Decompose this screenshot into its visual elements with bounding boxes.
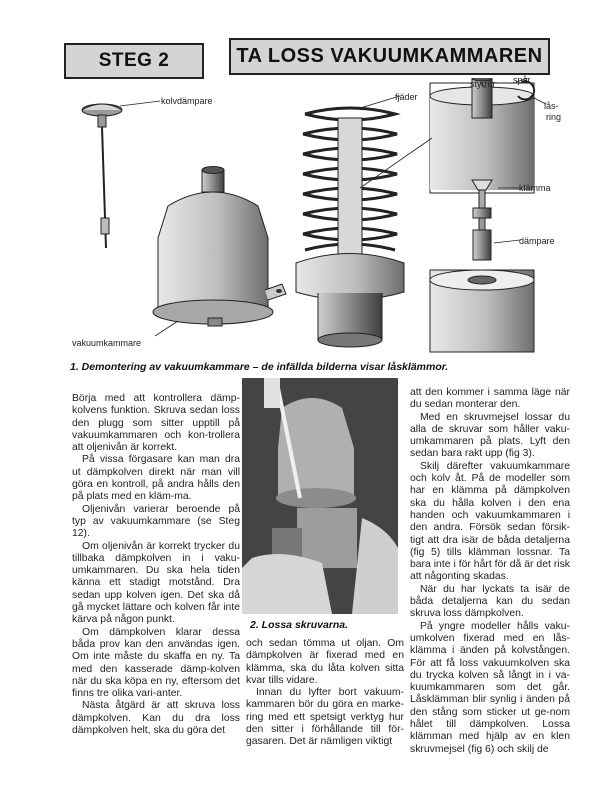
text-column-3 [410,387,570,756]
label-lasring-1: lås- [544,101,559,111]
paragraph: Innan du lyfter bort vakuum-kammaren bör du göra en marke-ring med ett spetsigt verktyg hur den sitter i förhållande till för-gasaren. Det är nämligen viktigt [246,687,404,748]
paragraph: och sedan tömma ut oljan. Om dämpkolven är fixerad med en klämma, ska du låta kolven sitta kvar tills vidare. [246,638,404,686]
label-styrror: styrrör [470,79,496,89]
section-title: TA LOSS VAKUUMKAMMAREN [229,38,550,75]
figure-1-diagram [60,78,560,360]
label-klamma: klämma [519,183,551,193]
label-kolvdampare: kolvdämpare [161,96,213,106]
text-column-2 [246,638,404,749]
paragraph: När du har lyckats ta isär de båda detaljerna kan du sedan skruva loss dämpkolven. [410,583,570,620]
paragraph: Skilj därefter vakuumkammare och kolv åt. På de modeller som har en klämma på dämpkolven ska du hålla kolven i den ena handen och vakuumkammaren i den andra. Försök sedan försik-tigt att dra isär de båda detaljerna (fig 5) tills klämman lossnar. Ta bara inte i för hårt för då är det risk att någonting skadas. [410,460,570,583]
paragraph: Oljenivån varierar beroende på typ av vakuumkammare (se Steg 12). [72,503,240,540]
inset-lower-drawing [430,270,534,352]
damper-rod-drawing [82,101,160,248]
label-lasring-2: ring [546,112,562,122]
vacuum-chamber-drawing [153,167,286,337]
paragraph: På yngre modeller hålls vaku-umkolven fixerad med en lås-klämma i änden på kolvstången. För att få loss vakuumkolven ska du trycka kolven så långt in i va-kuumkammaren som det går. Låsklämman blir synlig i änden på den stång som sticker ut ge-nom hålet till dämpkolven. Lossa klämman med hjälp av en klen skruvmejsel (fig 6) och skilj de [410,620,570,755]
figure-2-caption: 2. Lossa skruvarna. [250,619,349,631]
label-dampare: dämpare [519,236,555,246]
paragraph: Med en skruvmejsel lossar du alla de skruvar som håller vaku-umkammaren på plats. Lyft den sedan bara rakt upp (fig 3). [410,411,570,460]
paragraph: att den kommer i samma läge när du sedan monterar den. [410,387,570,411]
spring-piston-drawing [296,96,404,347]
inset-upper-drawing [430,78,546,193]
paragraph: Börja med att kontrollera dämp-kolvens funktion. Skruva sedan loss den plugg som sitter upptill på vakuumkammaren och kon-trollera att oljenivån är korrekt. [72,393,240,454]
label-spar: spår [513,75,531,85]
label-fjader: fjäder [395,92,418,102]
paragraph: Nästa åtgärd är att skruva loss dämpkolven. Kan du dra loss dämpkolven helt, ska du göra det [72,700,240,737]
figure-2-photo [242,378,398,614]
paragraph: Om dämpkolven klarar dessa båda prov kan den användas igen. Om inte måste du skaffa en ny. Ta med den kasserade dämp-kolven när du ska köpa en ny, eftersom det finns tre olika vari-anter. [72,626,240,700]
text-column-1 [72,393,240,737]
paragraph: Om oljenivån är korrekt trycker du tillbaka dämpkolven in i vaku-umkammaren. Du ska hela tiden känna ett stadigt motstånd. Dra sedan upp kolven igen. Det ska då gå mycket lättare och kolven får inte kärva på någon punkt. [72,540,240,626]
label-vakuumkammare: vakuumkammare [72,338,142,348]
paragraph: På vissa förgasare kan man dra ut dämpkolven direkt när man vill göra en kontroll, på andra hålls den på plats med en kläm-ma. [72,454,240,503]
step-heading: STEG 2 [64,43,204,79]
figure-1-caption: 1. Demontering av vakuumkammare – de infällda bilderna visar låsklämmor. [70,361,449,373]
